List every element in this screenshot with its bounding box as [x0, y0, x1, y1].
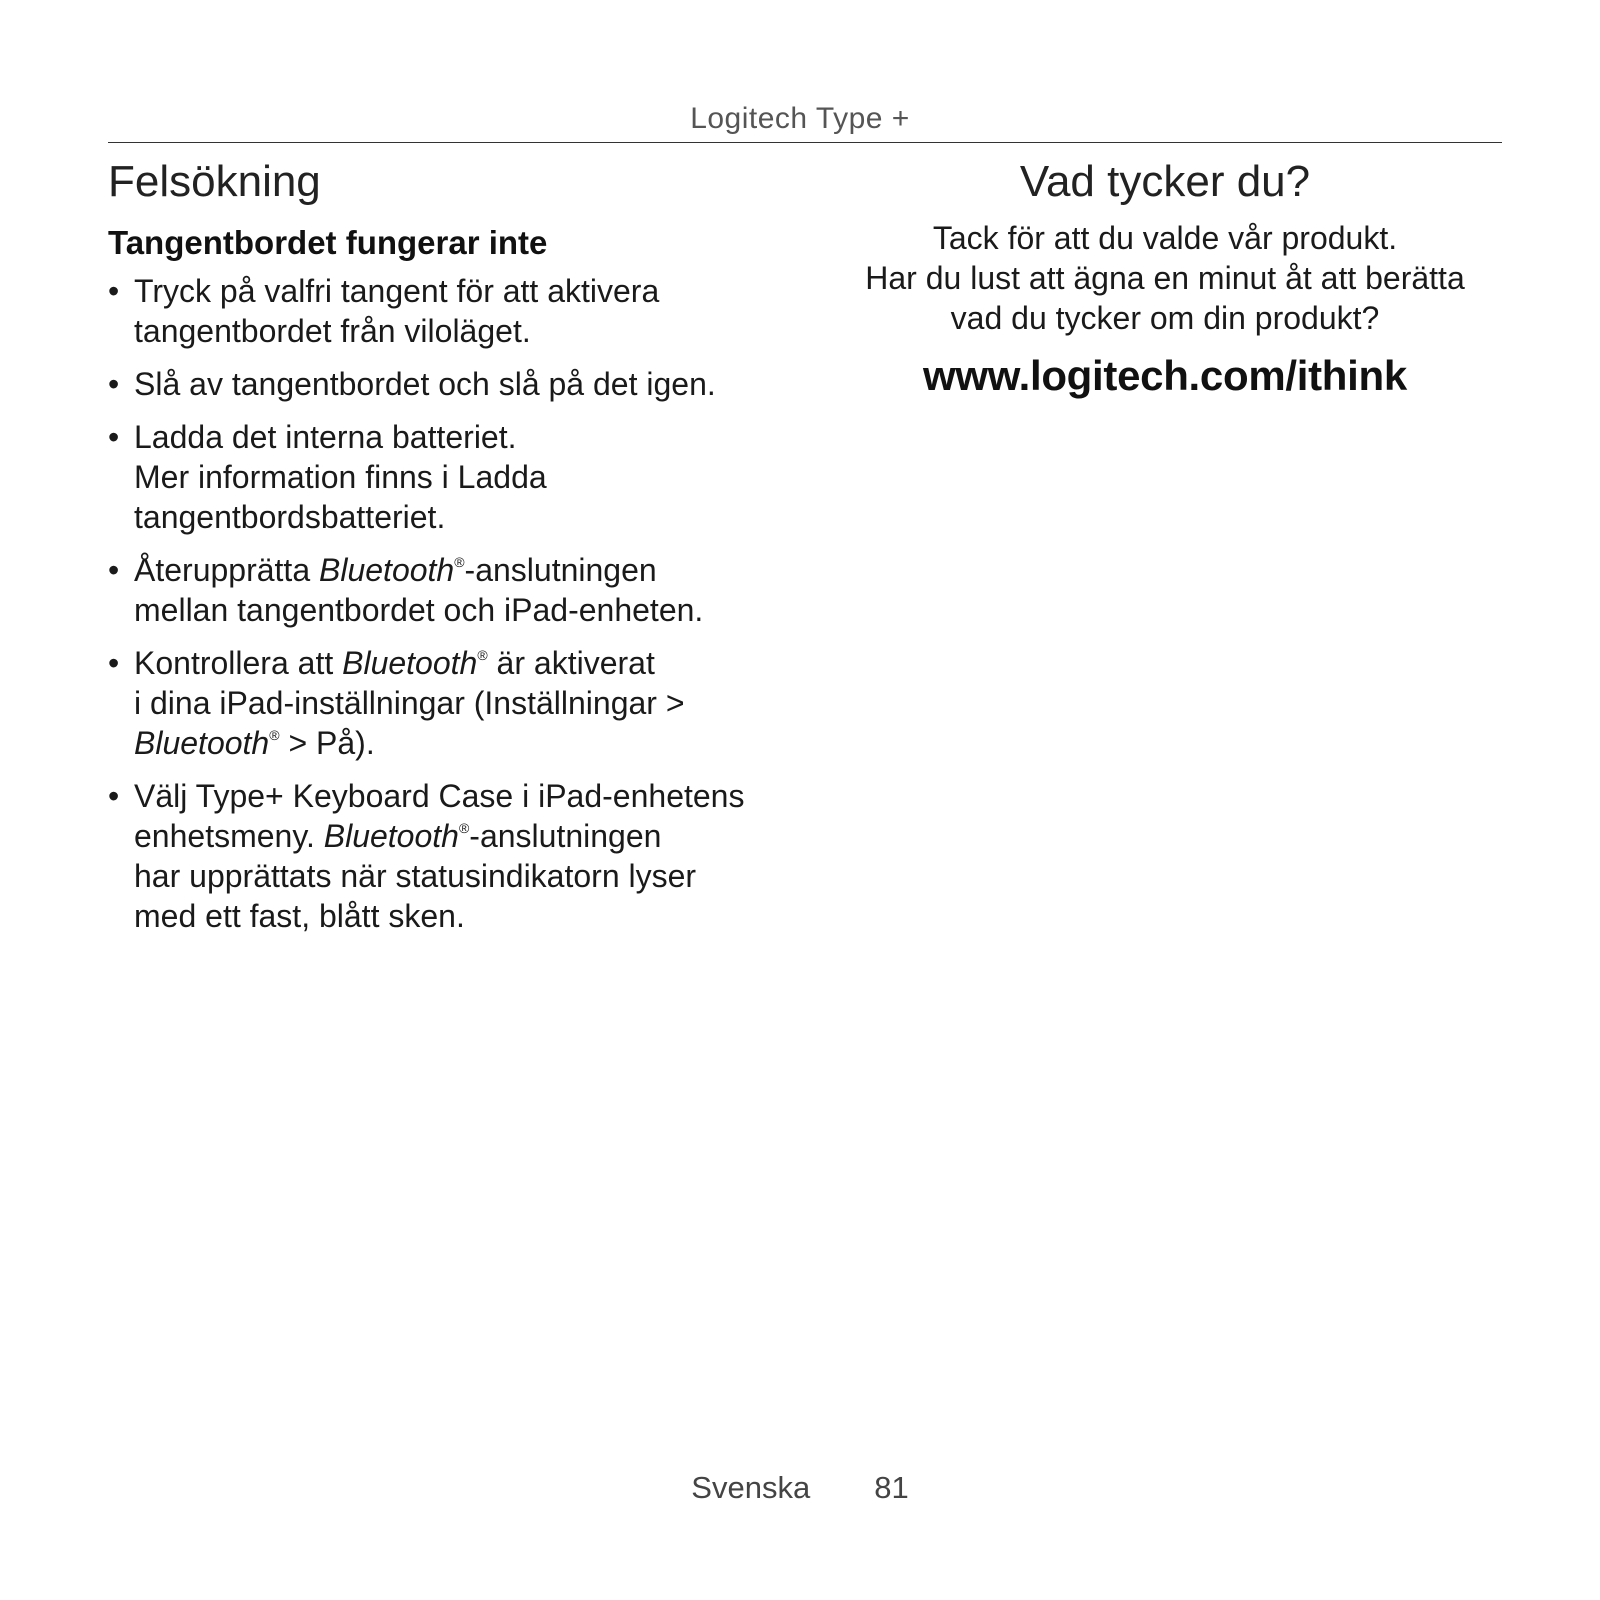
text: -anslutningen [469, 818, 662, 854]
running-header: Logitech Type + [690, 102, 910, 135]
list-item-line: tangentbordsbatteriet. [134, 499, 446, 535]
list-item [108, 417, 808, 537]
list-item-line: Mer information finns i Ladda [134, 459, 547, 495]
bullet-icon: • [108, 552, 120, 588]
bluetooth-term: Bluetooth [323, 818, 459, 854]
list-item-line: i dina iPad-inställningar (Inställningar > [134, 685, 685, 721]
feedback-line: Tack för att du valde vår produkt. [932, 220, 1398, 256]
list-item [108, 550, 808, 630]
feedback-line: vad du tycker om din produkt? [950, 300, 1380, 336]
list-item [108, 271, 808, 351]
troubleshooting-list [108, 271, 808, 936]
troubleshooting-section [108, 156, 808, 949]
feedback-url-link[interactable]: www.logitech.com/ithink [923, 352, 1407, 399]
text: Återupprätta [134, 552, 319, 588]
bullet-icon: • [108, 778, 120, 814]
list-item-line: Tryck på valfri tangent för att aktivera [134, 273, 660, 309]
list-item-line [134, 816, 808, 856]
text: enhetsmeny. [134, 818, 324, 854]
header-rule [108, 142, 1502, 143]
list-item [108, 364, 808, 404]
list-item-line: Slå av tangentbordet och slå på det igen. [134, 366, 716, 402]
page-number: 81 [874, 1470, 909, 1505]
feedback-title: Vad tycker du? [1019, 157, 1311, 206]
bluetooth-term: Bluetooth [319, 552, 455, 588]
bullet-icon: • [108, 645, 120, 681]
list-item-line [134, 550, 808, 590]
feedback-line: Har du lust att ägna en minut åt att berätta [865, 260, 1465, 296]
list-item-line: med ett fast, blått sken. [134, 898, 465, 934]
list-item-line [134, 643, 808, 683]
feedback-section [828, 156, 1502, 400]
text: -anslutningen [464, 552, 657, 588]
list-item [108, 643, 808, 763]
page-footer [0, 1470, 1600, 1506]
feedback-intro [828, 218, 1502, 338]
bluetooth-term: Bluetooth [134, 725, 270, 761]
list-item [108, 776, 808, 936]
bluetooth-term: Bluetooth [342, 645, 478, 681]
list-item-line: mellan tangentbordet och iPad-enheten. [134, 592, 704, 628]
registered-mark: ® [477, 647, 488, 663]
registered-mark: ® [269, 727, 280, 743]
bullet-icon: • [108, 273, 120, 309]
footer-language: Svenska [691, 1470, 811, 1505]
text: är aktiverat [487, 645, 655, 681]
list-item-line: har upprättats när statusindikatorn lyser [134, 858, 697, 894]
bullet-icon: • [108, 366, 120, 402]
list-item-line: Ladda det interna batteriet. [134, 419, 517, 455]
list-item-line: Välj Type+ Keyboard Case i iPad-enhetens [134, 778, 745, 814]
list-item-line [134, 723, 808, 763]
bullet-icon: • [108, 419, 120, 455]
list-item-line: tangentbordet från viloläget. [134, 313, 531, 349]
text: Kontrollera att [134, 645, 343, 681]
keyboard-not-working-heading: Tangentbordet fungerar inte [108, 224, 548, 261]
troubleshooting-title: Felsökning [108, 157, 321, 206]
registered-mark: ® [458, 820, 470, 836]
registered-mark: ® [454, 554, 465, 570]
text: > På). [279, 725, 375, 761]
